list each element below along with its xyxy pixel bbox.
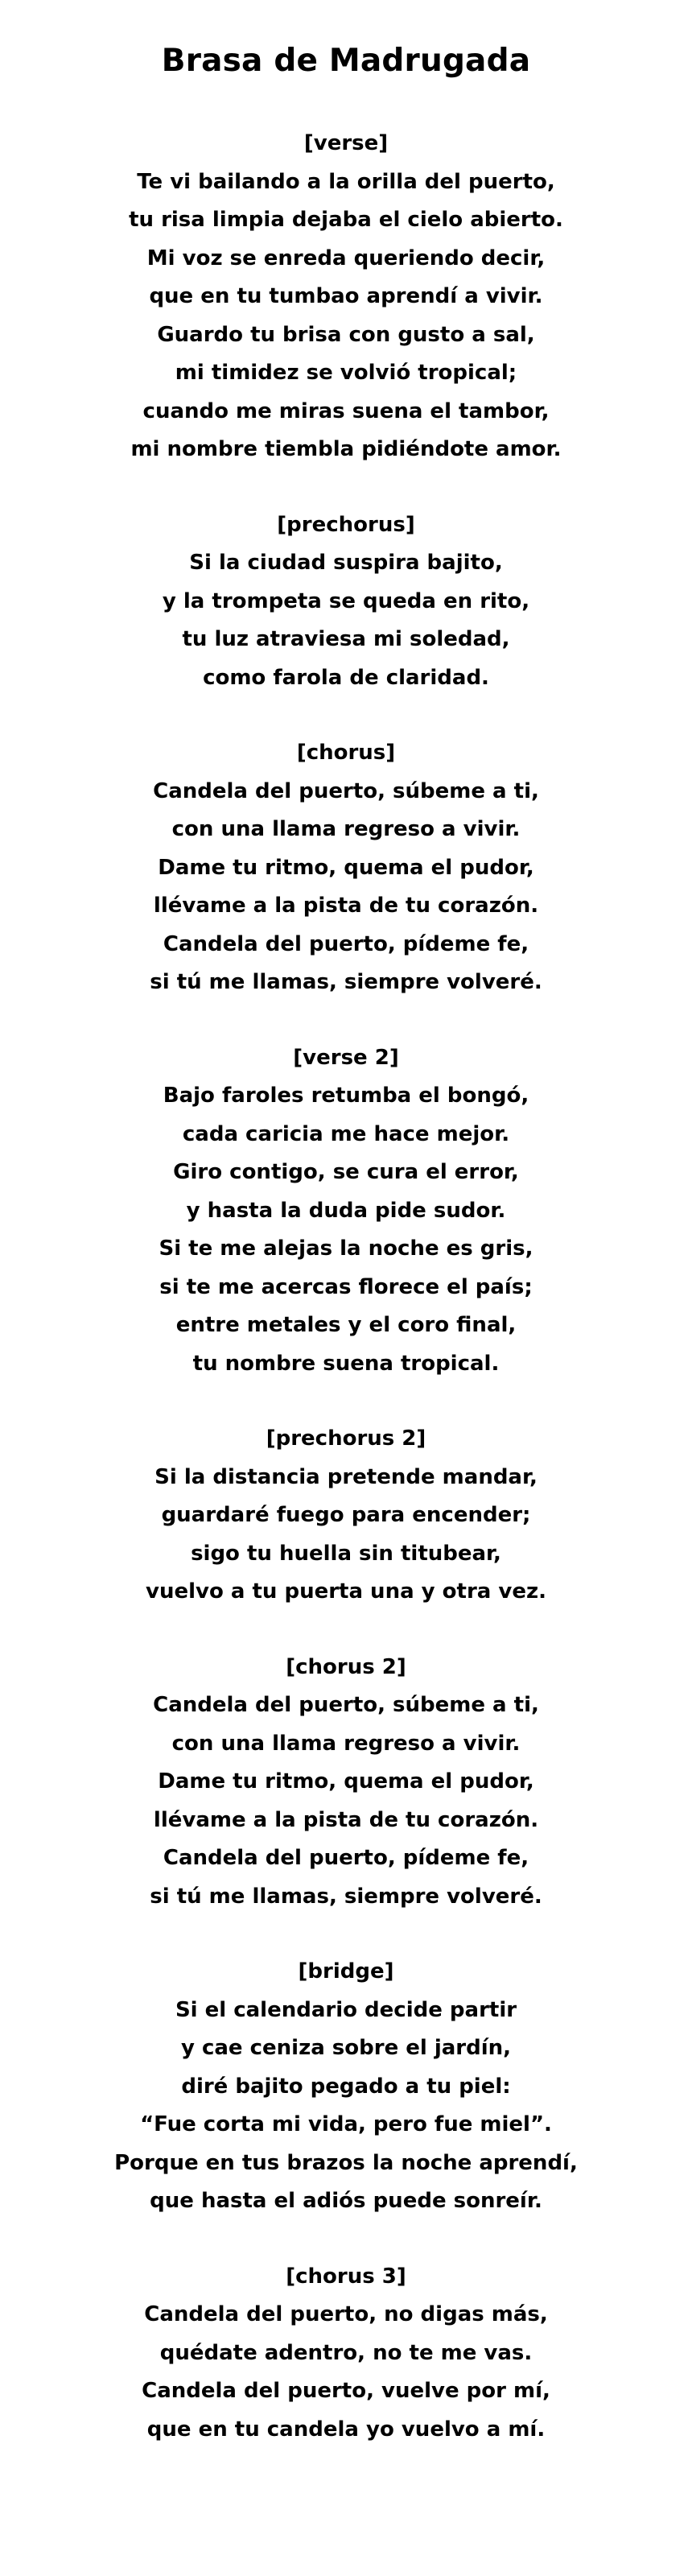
lyrics-section	[0, 1420, 692, 1612]
section-label: [chorus 3]	[286, 2264, 406, 2289]
section-label: [chorus 2]	[286, 1654, 406, 1679]
lyric-line: Si te me alejas la noche es gris,	[159, 1236, 533, 1261]
lyric-line: Dame tu ritmo, quema el pudor,	[158, 1769, 534, 1794]
lyrics-section	[0, 1649, 692, 1917]
lyric-line: Guardo tu brisa con gusto a sal,	[157, 322, 535, 347]
section-label: [verse 2]	[293, 1045, 399, 1070]
lyric-line: vuelvo a tu puerta una y otra vez.	[146, 1579, 546, 1604]
lyric-line: con una llama regreso a vivir.	[171, 817, 521, 841]
lyric-line: que en tu candela yo vuelvo a mí.	[146, 2417, 546, 2442]
lyric-line: Bajo faroles retumba el bongó,	[163, 1084, 529, 1108]
lyrics-section	[0, 506, 692, 698]
lyric-line: como farola de claridad.	[203, 665, 489, 690]
lyric-line: y la trompeta se queda en rito,	[162, 588, 530, 613]
song-title: Brasa de Madrugada	[161, 43, 531, 79]
lyric-line: entre metales y el coro final,	[175, 1313, 517, 1337]
lyrics-section	[0, 1953, 692, 2221]
lyric-line: diré bajito pegado a tu piel:	[181, 2074, 511, 2099]
lyric-line: tu luz atraviesa mi soledad,	[182, 627, 510, 651]
lyrics-section	[0, 734, 692, 1002]
section-label: [prechorus 2]	[266, 1426, 426, 1451]
lyric-line: Si la distancia pretende mandar,	[154, 1464, 538, 1489]
lyric-line: cuando me miras suena el tambor,	[142, 398, 550, 423]
lyric-line: Candela del puerto, no digas más,	[144, 2302, 548, 2326]
lyric-line: guardaré fuego para encender;	[161, 1503, 531, 1527]
lyric-line: mi timidez se volvió tropical;	[175, 361, 517, 385]
section-label: [prechorus]	[277, 512, 415, 537]
section-label: [verse]	[303, 131, 389, 155]
lyric-line: Si la ciudad suspira bajito,	[189, 551, 503, 575]
section-label: [chorus]	[296, 741, 396, 765]
lyric-line: quédate adentro, no te me vas.	[159, 2340, 533, 2365]
lyric-line: tu nombre suena tropical.	[192, 1351, 500, 1376]
lyrics-section	[0, 125, 692, 469]
lyric-line: sigo tu huella sin titubear,	[191, 1541, 501, 1566]
lyric-line: que hasta el adiós puede sonreír.	[150, 2189, 542, 2213]
lyric-line: Candela del puerto, pídeme fe,	[163, 1846, 529, 1870]
lyrics-body	[0, 125, 692, 2486]
lyric-line: llévame a la pista de tu corazón.	[153, 894, 539, 918]
lyric-line: Candela del puerto, pídeme fe,	[163, 931, 529, 956]
lyric-line: Dame tu ritmo, quema el pudor,	[158, 855, 534, 880]
lyric-line: Candela del puerto, súbeme a ti,	[153, 778, 539, 803]
lyric-line: con una llama regreso a vivir.	[171, 1731, 521, 1756]
section-label: [bridge]	[298, 1959, 394, 1984]
lyric-line: que en tu tumbao aprendí a vivir.	[149, 284, 543, 308]
lyric-line: tu risa limpia dejaba el cielo abierto.	[129, 208, 563, 232]
lyric-line: Mi voz se enreda queriendo decir,	[146, 246, 546, 270]
lyric-line: llévame a la pista de tu corazón.	[153, 1807, 539, 1832]
lyric-line: Si el calendario decide partir	[175, 1997, 517, 2022]
lyrics-section	[0, 2258, 692, 2450]
lyric-line: Giro contigo, se cura el error,	[173, 1160, 519, 1184]
lyric-line: si tú me llamas, siempre volveré.	[150, 1884, 542, 1909]
lyric-line: Te vi bailando a la orilla del puerto,	[137, 169, 555, 194]
lyric-line: cada caricia me hace mejor.	[182, 1121, 510, 1146]
lyric-line: si tú me llamas, siempre volveré.	[150, 970, 542, 994]
lyric-line: Porque en tus brazos la noche aprendí,	[114, 2150, 578, 2175]
lyric-line: Candela del puerto, vuelve por mí,	[142, 2379, 550, 2403]
lyric-line: y cae ceniza sobre el jardín,	[180, 2036, 512, 2060]
lyric-line: mi nombre tiembla pidiéndote amor.	[130, 437, 562, 461]
lyric-line: Candela del puerto, súbeme a ti,	[153, 1693, 539, 1717]
lyrics-section	[0, 1039, 692, 1384]
lyric-line: y hasta la duda pide sudor.	[186, 1198, 506, 1223]
lyric-line: si te me acercas florece el país;	[159, 1274, 533, 1299]
lyric-line: “Fue corta mi vida, pero fue miel”.	[140, 2112, 552, 2136]
